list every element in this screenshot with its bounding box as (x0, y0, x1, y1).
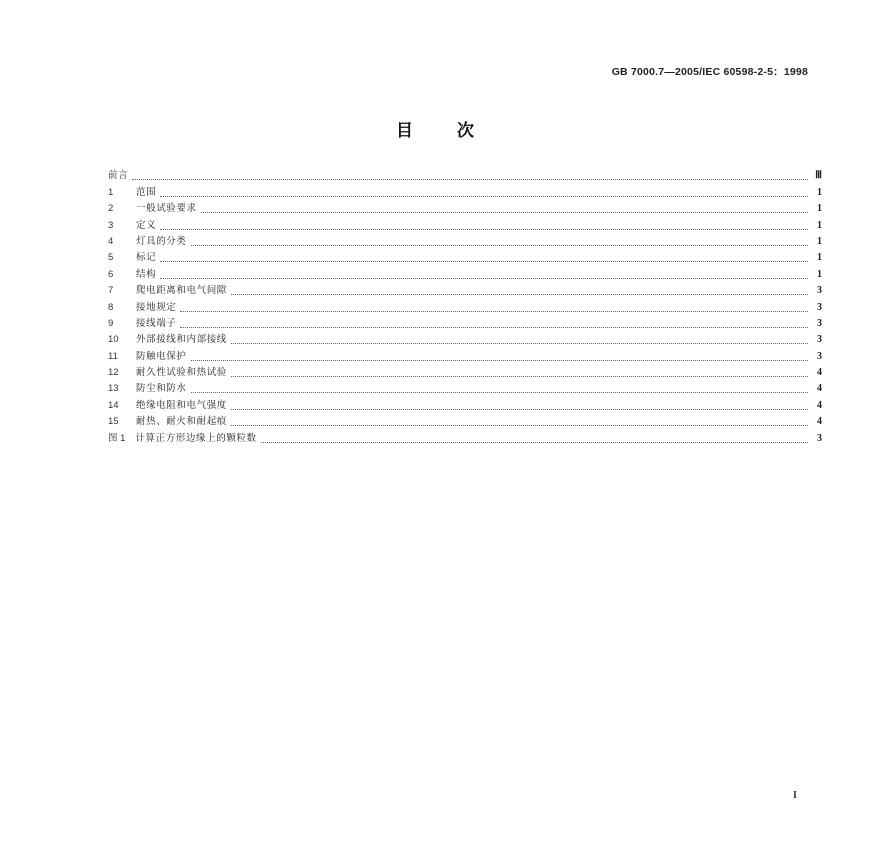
toc-entry-label: 绝缘电阻和电气强度 (136, 399, 227, 411)
toc-entry (108, 297, 822, 313)
toc-entry-page: 1 (817, 268, 822, 280)
toc-entry (108, 379, 822, 395)
toc-entry (108, 182, 822, 198)
toc-entry-label: 一般试验要求 (136, 203, 197, 215)
toc-entry-label: 爬电距离和电气间隙 (136, 285, 227, 297)
standard-number: GB 7000.7—2005/IEC 60598-2-5：1998 (611, 66, 808, 78)
toc-entry-number: 4 (108, 235, 114, 247)
toc-entry (108, 248, 822, 264)
toc-entry-label: 接线端子 (136, 317, 177, 329)
toc-entry-number: 5 (108, 252, 114, 264)
toc-entry-number: 13 (108, 383, 119, 395)
page-number: I (793, 790, 797, 801)
toc-entry-number: 11 (108, 350, 118, 362)
toc-entry (108, 232, 822, 248)
toc-entry-number: 7 (108, 285, 114, 297)
toc-entry-page: 1 (817, 203, 822, 215)
dot-leader (180, 310, 808, 312)
dot-leader (231, 424, 808, 426)
toc-entry-page: 3 (817, 317, 822, 329)
table-of-contents (108, 166, 822, 445)
toc-entry-label: 外部接线和内部接线 (136, 334, 227, 346)
toc-entry-label: 耐热、耐火和耐起痕 (136, 416, 227, 428)
dot-leader (160, 277, 808, 279)
toc-entry (108, 330, 822, 346)
toc-entry-page: 3 (817, 350, 822, 362)
toc-entry-label: 定义 (136, 219, 157, 231)
dot-leader (160, 195, 808, 197)
toc-entry-number: 6 (108, 268, 114, 280)
toc-entry (108, 281, 822, 297)
toc-entry-number: 8 (108, 301, 114, 313)
toc-entry-number: 10 (108, 334, 119, 346)
dot-leader (191, 391, 808, 393)
dot-leader (231, 293, 808, 295)
toc-entry-page: 4 (817, 383, 822, 395)
toc-entry-label: 前言 (108, 170, 129, 182)
toc-entry-page: 1 (817, 252, 822, 264)
toc-entry (108, 363, 822, 379)
toc-entry-page: 1 (817, 219, 822, 231)
toc-entry-label: 防触电保护 (136, 350, 187, 362)
toc-entry (108, 166, 822, 182)
toc-entry-page: 4 (817, 399, 822, 411)
dot-leader (231, 342, 808, 344)
page-title: 目次 (396, 121, 518, 141)
dot-leader (180, 326, 808, 328)
toc-entry (108, 346, 822, 362)
dot-leader (231, 408, 808, 410)
dot-leader (261, 441, 808, 443)
toc-entry-label: 标记 (136, 252, 157, 264)
toc-entry-page: Ⅲ (815, 170, 822, 182)
toc-entry-number: 14 (108, 399, 119, 411)
dot-leader (132, 178, 808, 180)
toc-entry-number: 3 (108, 219, 114, 231)
toc-entry-number: 12 (108, 367, 119, 379)
toc-entry-page: 1 (817, 186, 822, 198)
toc-entry-number: 9 (108, 317, 114, 329)
toc-entry-label: 耐久性试验和热试验 (136, 367, 227, 379)
toc-entry-page: 3 (817, 432, 822, 444)
toc-entry-number: 2 (108, 203, 114, 215)
toc-entry-label: 计算正方形边缘上的颗粒数 (135, 432, 257, 444)
toc-entry (108, 264, 822, 280)
toc-entry-page: 4 (817, 367, 822, 379)
toc-entry-page: 1 (817, 235, 822, 247)
toc-entry-page: 4 (817, 416, 822, 428)
dot-leader (201, 211, 808, 213)
toc-entry-number: 图 1 (108, 432, 126, 444)
toc-entry-label: 结构 (136, 268, 157, 280)
dot-leader (160, 260, 808, 262)
toc-entry-number: 15 (108, 416, 119, 428)
toc-entry-page: 3 (817, 334, 822, 346)
dot-leader (191, 359, 808, 361)
toc-entry-label: 范围 (136, 186, 157, 198)
toc-entry-label: 灯具的分类 (136, 235, 187, 247)
toc-entry-page: 3 (817, 301, 822, 313)
toc-entry (108, 428, 822, 444)
dot-leader (160, 228, 808, 230)
toc-entry (108, 395, 822, 411)
toc-entry-label: 接地规定 (136, 301, 177, 313)
toc-entry-number: 1 (108, 186, 114, 198)
toc-entry (108, 199, 822, 215)
toc-entry (108, 314, 822, 330)
dot-leader (231, 375, 808, 377)
toc-entry (108, 412, 822, 428)
dot-leader (191, 244, 808, 246)
toc-entry-page: 3 (817, 285, 822, 297)
toc-entry-label: 防尘和防水 (136, 383, 187, 395)
toc-entry (108, 215, 822, 231)
